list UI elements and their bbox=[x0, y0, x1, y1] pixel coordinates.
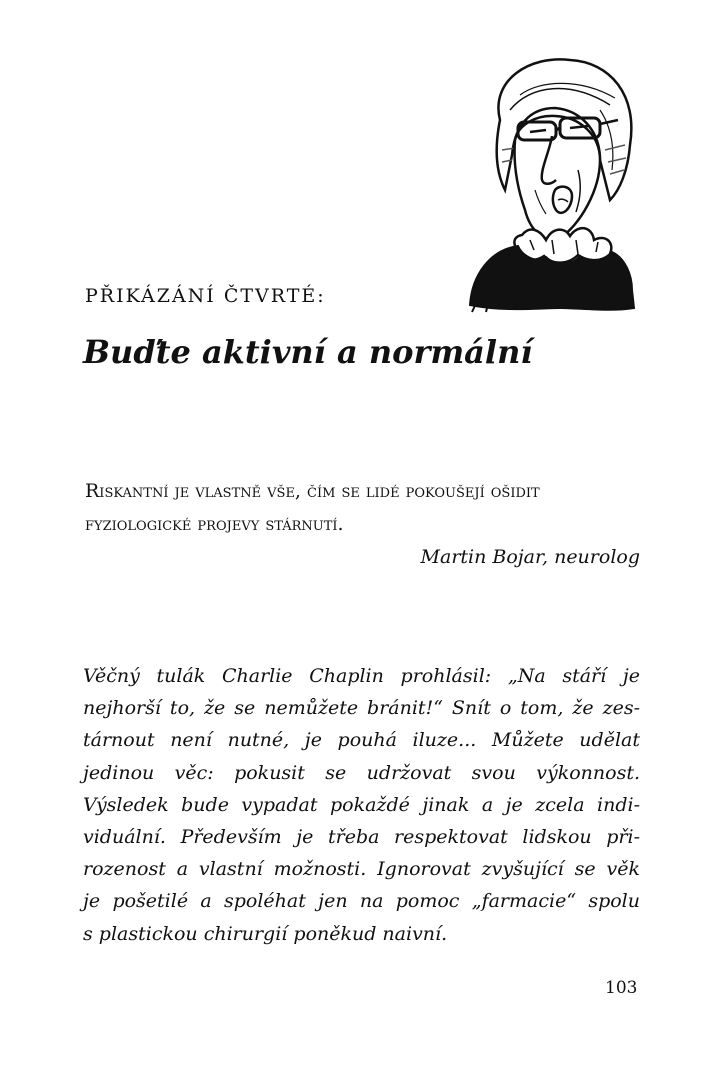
body-line: jedinou věc: pokusit se udržovat svou výkonnost. bbox=[83, 761, 640, 784]
epigraph bbox=[85, 475, 640, 574]
body-line: Věčný tulák Charlie Chaplin prohlásil: „Na stáří je bbox=[83, 665, 640, 687]
body-line: viduální. Především je třeba respektovat lidskou při- bbox=[83, 826, 640, 849]
body-line: je pošetilé a spoléhat jen na pomoc „farmacie“ spolu bbox=[83, 890, 640, 913]
body-line: rozenost a vlastní možnosti. Ignorovat zvyšující se věk bbox=[83, 858, 640, 881]
chapter-label: PŘIKÁZÁNÍ ČTVRTÉ: bbox=[85, 285, 326, 307]
body-paragraph bbox=[83, 660, 640, 950]
body-line: s plastickou chirurgií poněkud naivní. bbox=[83, 922, 448, 945]
body-line: nejhorší to, že se nemůžete bránit!“ Snít o tom, že zes- bbox=[83, 697, 640, 720]
epigraph-line: Riskantní je vlastně vše, čím se lidé pokoušejí ošidit bbox=[85, 480, 540, 502]
page-number: 103 bbox=[605, 978, 638, 998]
chapter-title: Buďte aktivní a normální bbox=[83, 333, 533, 371]
epigraph-line: fyziologické projevy stárnutí. bbox=[85, 513, 344, 535]
caricature-woman-with-glasses-icon bbox=[460, 50, 640, 315]
body-line: tárnout není nutné, je pouhá iluze... Můžete udělat bbox=[83, 729, 640, 752]
body-line: Výsledek bude vypadat pokaždé jinak a je zcela indi- bbox=[83, 793, 640, 816]
epigraph-source: Martin Bojar, neurolog bbox=[420, 546, 640, 568]
caricature-illustration bbox=[460, 50, 640, 315]
